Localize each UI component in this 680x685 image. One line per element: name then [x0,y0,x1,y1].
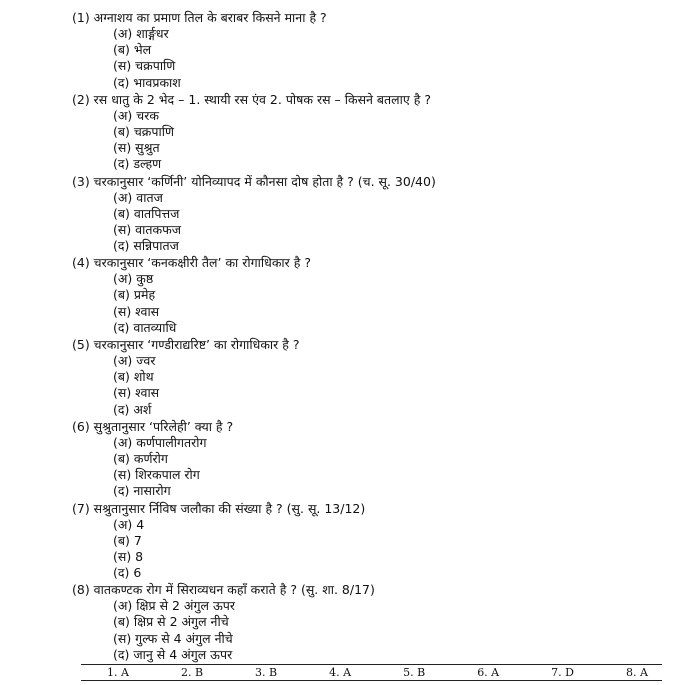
option-d: (द) सन्निपातज [113,238,179,254]
option-a: (अ) कुष्ठ [113,271,154,287]
answer-6: 6. A [477,666,500,679]
answer-key [81,664,662,681]
question-text: (7) सश्रुतानुसार र्निविष जलौका की संख्या है ? (सु. सू. 13/12) [72,500,366,516]
option-b: (ब) चक्रपाणि [113,123,175,139]
option-c: (स) वातकफज [113,221,182,237]
question-text: (8) वातकण्टक रोग में सिराव्यधन कहाँ कराते है ? (सु. शा. 8/17) [72,582,375,598]
answer-1: 1. A [107,666,129,679]
option-d: (द) 6 [113,565,142,581]
question-text: (1) अग्नाशय का प्रमाण तिल के बराबर किसने माना है ? [72,10,327,25]
option-a: (अ) क्षिप्र से 2 अंगुल ऊपर [113,598,235,614]
question-2 [72,91,672,173]
question-5 [72,336,672,418]
option-a: (अ) 4 [113,516,145,532]
option-b: (ब) 7 [113,532,142,548]
option-d: (द) भावप्रकाश [113,74,181,90]
option-b: (ब) क्षिप्र से 2 अंगुल नीचे [113,614,229,630]
question-8 [72,581,672,663]
option-b: (ब) शोथ [113,369,154,385]
question-3 [72,173,672,255]
question-text: (2) रस धातु के 2 भेद – 1. स्थायी रस एंव 2. पोषक रस – किसने बतलाए है ? [72,91,432,107]
option-b: (ब) भेल [113,42,152,58]
option-a: (अ) वातज [113,189,163,205]
option-a: (अ) शार्ङ्गधर [113,26,169,41]
option-a: (अ) चरक [113,107,159,123]
question-list [72,9,672,663]
answer-8: 8. A [625,666,648,679]
question-text: (5) चरकानुसार ‘गण्डीराद्यरिष्ट’ का रोगाधिकार है ? [72,337,300,352]
answer-5: 5. B [403,666,426,679]
answer-3: 3. B [255,666,278,679]
option-d: (द) नासारोग [113,483,171,499]
question-text: (6) सुश्रुतानुसार ‘परिलेही’ क्या है ? [72,418,234,434]
option-c: (स) श्वास [113,303,160,319]
option-d: (द) अर्श [113,401,152,417]
option-a: (अ) कर्णपालीगतरोग [113,434,207,450]
question-6 [72,418,672,500]
answer-4: 4. A [329,666,352,679]
option-d: (द) जानु से 4 अंगुल ऊपर [113,646,233,662]
question-text: (4) चरकानुसार ‘कनकक्षीरी तैल’ का रोगाधिकार है ? [72,255,311,271]
option-c: (स) चक्रपाणि [113,58,176,74]
option-c: (स) 8 [113,548,144,564]
question-4 [72,254,672,336]
option-b: (ब) कर्णरोग [113,450,168,466]
option-b: (ब) प्रमेह [113,287,156,303]
option-c: (स) शिरकपाल रोग [113,467,200,483]
answer-2: 2. B [180,666,204,679]
question-1 [72,9,672,91]
option-a: (अ) ज्वर [113,353,156,368]
option-b: (ब) वातपित्तज [113,205,180,221]
option-c: (स) गुल्फ से 4 अंगुल नीचे [113,630,233,646]
question-text: (3) चरकानुसार ‘कर्णिनी’ योनिव्यापद में कौनसा दोष होता है ? (च. सू. 30/40) [72,173,436,189]
option-c: (स) सुश्रुत [113,140,160,156]
option-d: (द) डल्हण [113,156,162,172]
question-7 [72,500,672,582]
option-d: (द) वातव्याधि [113,319,177,335]
option-c: (स) श्वास [113,385,160,401]
answer-7: 7. D [551,666,574,679]
